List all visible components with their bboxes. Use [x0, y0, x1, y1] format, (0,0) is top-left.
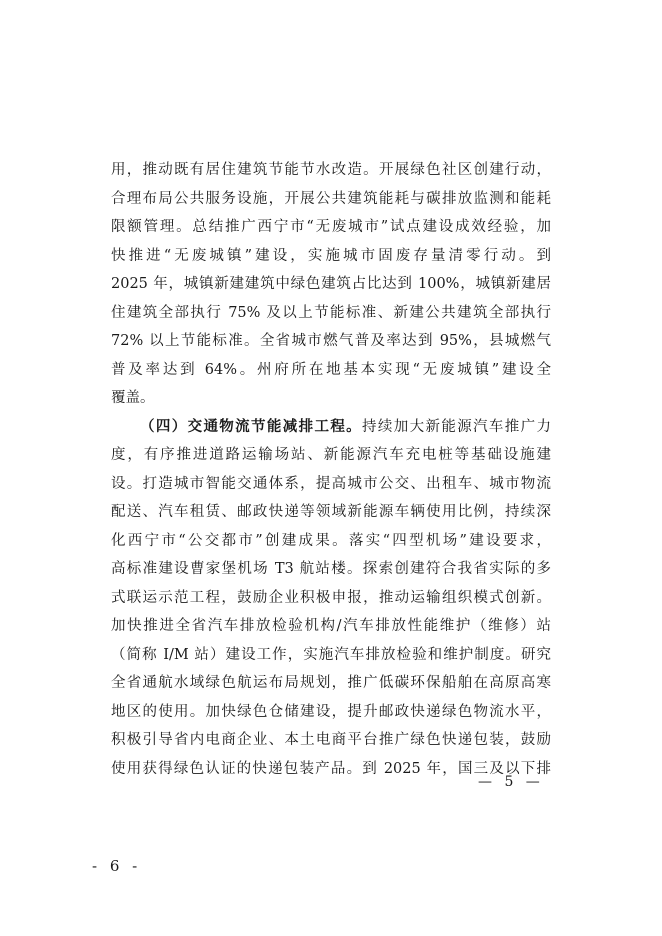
body-text	[111, 156, 551, 783]
text-line: 覆盖。	[111, 390, 155, 406]
section-first-line	[111, 413, 551, 442]
text-line: 配送、汽车租赁、邮政快递等领域新能源车辆使用比例，持续深	[111, 504, 551, 520]
text-line: 72% 以上节能标准。全省城市燃气普及率达到 95%，县城燃气	[111, 333, 551, 349]
text-line: 用，推动既有居住建筑节能节水改造。开展绿色社区创建行动，	[111, 162, 551, 178]
text-line: 加快推进全省汽车排放检验机构/汽车排放性能维护（维修）站	[111, 618, 551, 634]
section-heading: （四）交通物流节能减排工程。	[140, 417, 363, 435]
text-line: 快推进“无废城镇”建设，实施城市固废存量清零行动。到	[111, 247, 551, 264]
text-line: 地区的使用。加快绿色仓储建设，提升邮政快递绿色物流水平，	[111, 703, 551, 720]
text-line: 住建筑全部执行 75% 及以上节能标准、新建公共建筑全部执行	[111, 304, 551, 321]
text-line: 限额管理。总结推广西宁市“无废城市”试点建设成效经验，加	[111, 219, 551, 235]
outer-page-number: - 6 -	[92, 857, 142, 875]
text-line: 普及率达到 64%。州府所在地基本实现“无废城镇”建设全	[111, 361, 551, 378]
text-line: 高标准建设曹家堡机场 T3 航站楼。探索创建符合我省实际的多	[111, 561, 551, 577]
text-line: 积极引导省内电商企业、本土电商平台推广绿色快递包装，鼓励	[111, 732, 551, 748]
section-first-line-text: 持续加大新能源汽车推广力	[362, 418, 551, 435]
text-line: 2025 年，城镇新建建筑中绿色建筑占比达到 100%，城镇新建居	[111, 276, 551, 292]
text-line: 合理布局公共服务设施，开展公共建筑能耗与碳排放监测和能耗	[111, 190, 551, 207]
text-line: 度，有序推进道路运输场站、新能源汽车充电桩等基础设施建	[111, 447, 551, 463]
text-line: 设。打造城市智能交通体系，提高城市公交、出租车、城市物流	[111, 475, 551, 492]
text-line: 全省通航水域绿色航运布局规划，推广低碳环保船舶在高原高寒	[111, 675, 551, 691]
text-line: （简称 I/M 站）建设工作，实施汽车排放检验和维护制度。研究	[111, 646, 551, 663]
text-line: 式联运示范工程，鼓励企业积极申报，推动运输组织模式创新。	[111, 589, 551, 606]
inner-page-number: — 5 —	[478, 774, 544, 790]
text-line: 使用获得绿色认证的快递包装产品。到 2025 年，国三及以下排	[111, 760, 551, 777]
text-line: 化西宁市“公交都市”创建成果。落实“四型机场”建设要求，	[111, 532, 551, 549]
